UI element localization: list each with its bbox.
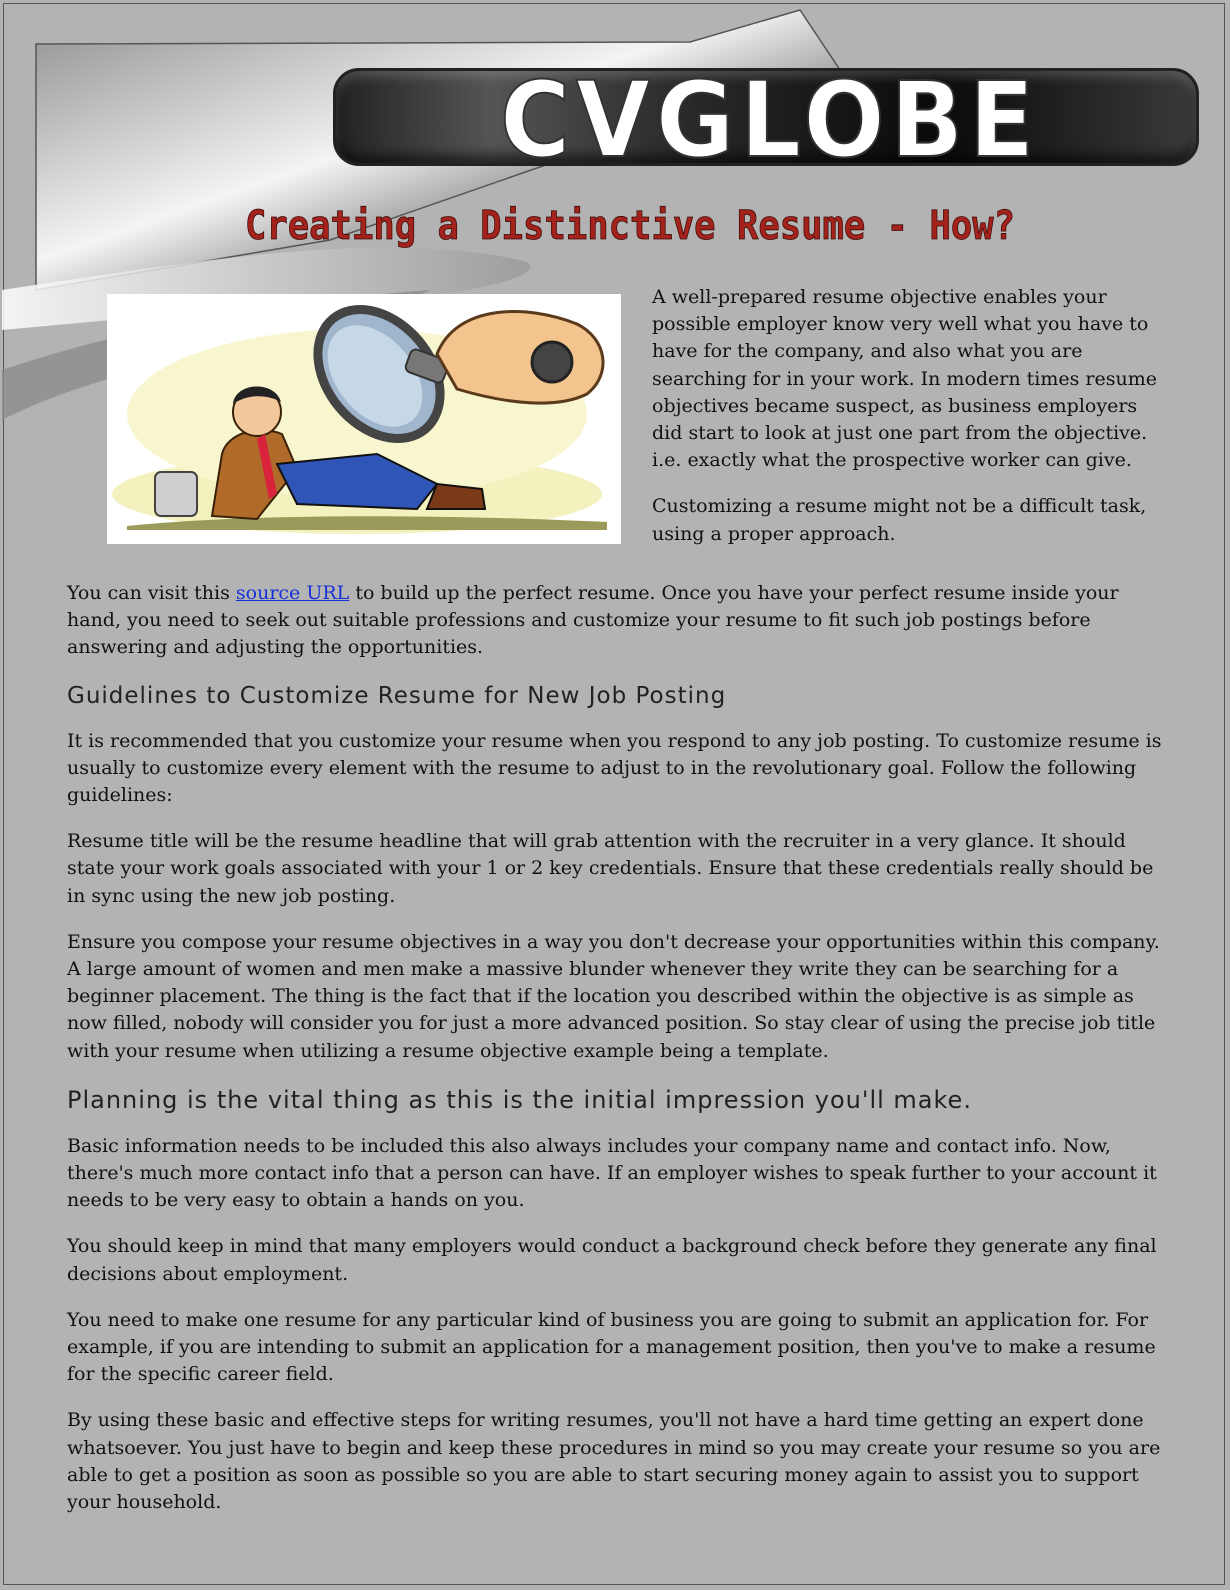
source-url-link[interactable]: source URL xyxy=(235,582,350,604)
intro-column xyxy=(652,284,1172,567)
source-paragraph xyxy=(67,580,1167,662)
body-paragraph: Ensure you compose your resume objectives in a way you don't decrease your opportunities within this company. A large amount of women and men make a massive blunder whenever they write they can be searching for a beginner placement. The thing is the fact that if the location you described within the objective is as simple as now filled, nobody will consider you for just a more advanced position. So stay clear of using the precise job title with your resume when utilizing a resume objective example being a template. xyxy=(67,930,1160,1062)
page-title xyxy=(230,195,1030,255)
brand-logo xyxy=(490,64,1050,174)
body-paragraph: Basic information needs to be included this also always includes your company name and contact info. Now, there's much more contact info that a person can have. If an employer wishes to speak further to your account it needs to be very easy to obtain a hands on you. xyxy=(67,1134,1157,1212)
body-paragraph: You should keep in mind that many employers would conduct a background check before they generate any final decisions about employment. xyxy=(67,1235,1157,1285)
section-heading-guidelines: Guidelines to Customize Resume for New Job Posting xyxy=(67,682,727,709)
hero-illustration xyxy=(107,294,621,544)
body-paragraph: By using these basic and effective steps for writing resumes, you'll not have a hard time getting an expert done whatsoever. You just have to begin and keep these procedures in mind so you may create your resume so you are able to get a position as soon as possible so you are able to start securing money again to assist you to support your household. xyxy=(67,1409,1161,1514)
svg-text:Creating a Distinctive Resume: Creating a Distinctive Resume - How? xyxy=(245,203,1015,249)
body-paragraph: It is recommended that you customize your resume when you respond to any job posting. To customize resume is usually to customize every element with the resume to adjust to in the revolutionary goal. Follow the following guidelines: xyxy=(67,729,1162,807)
svg-text:CVGLOBE: CVGLOBE xyxy=(500,64,1040,174)
magnifying-glass-cartoon-icon xyxy=(107,294,621,544)
body-paragraph: You need to make one resume for any particular kind of business you are going to submit an application for. For example, if you are intending to submit an application for a management position, then you've to make a resume for the specific career field. xyxy=(67,1308,1156,1386)
source-text-after: to build up the perfect resume. Once you have your perfect resume inside your hand, you need to seek out suitable professions and customize your resume to fit such job postings before answering and adjusting the opportunities. xyxy=(67,582,1119,659)
body-paragraph: Resume title will be the resume headline that will grab attention with the recruiter in a very glance. It should state your work goals associated with your 1 or 2 key credentials. Ensure that these credentials really should be in sync using the new job posting. xyxy=(67,830,1154,907)
intro-paragraph: Customizing a resume might not be a difficult task, using a proper approach. xyxy=(652,495,1147,545)
intro-paragraph: A well-prepared resume objective enables your possible employer know very well what you have to have for the company, and also what you are searching for in your work. In modern times resume objectives became suspect, as business employers did start to look at just one part from the objective. i.e. exactly what the prospective worker can give. xyxy=(652,286,1157,472)
source-text-before: You can visit this xyxy=(67,582,236,604)
article-body xyxy=(67,580,1167,1535)
section-heading-planning: Planning is the vital thing as this is the initial impression you'll make. xyxy=(67,1085,972,1114)
